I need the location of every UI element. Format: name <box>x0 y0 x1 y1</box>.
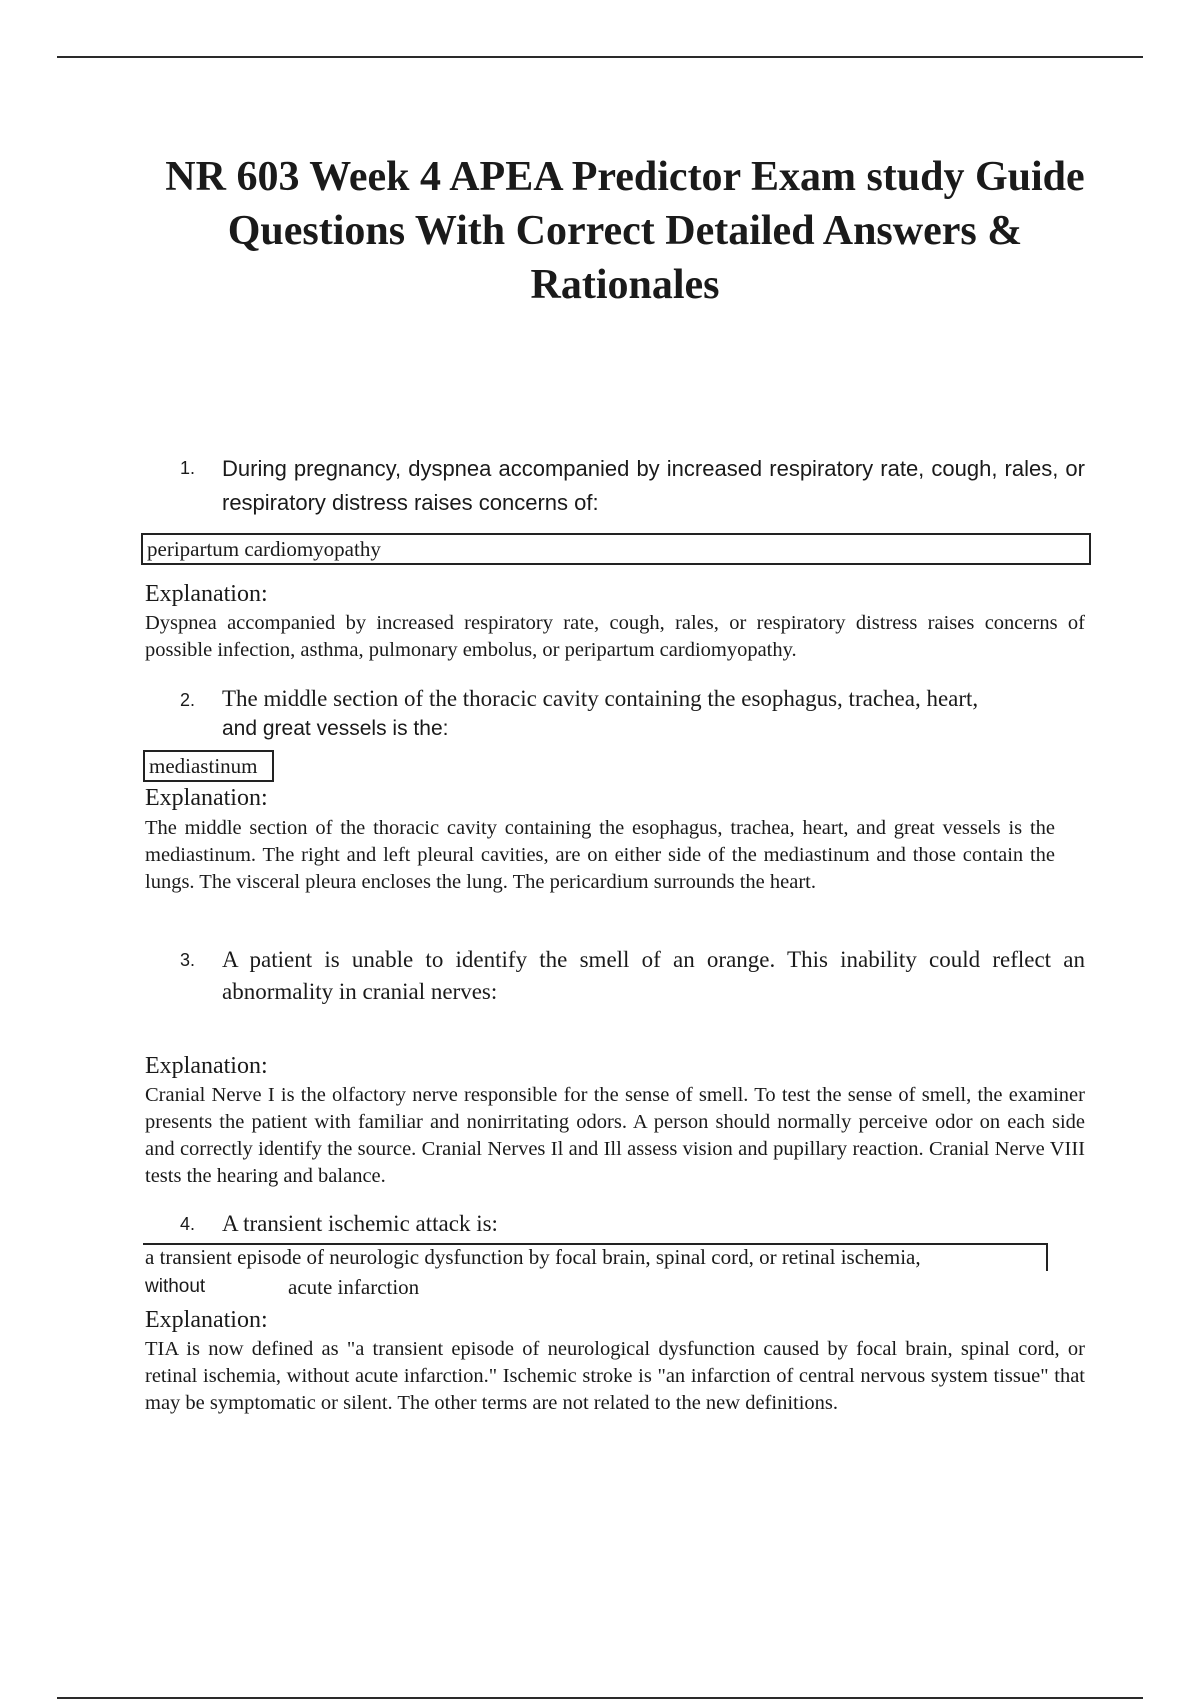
header-rule <box>57 56 1143 58</box>
explanation-label: Explanation: <box>145 581 268 607</box>
question-text: During pregnancy, dyspnea accompanied by increased respiratory rate, cough, rales, or respiratory distress raises concerns of: <box>222 456 1085 515</box>
answer-text-word1: without <box>145 1276 206 1297</box>
question-text-line1: The middle section of the thoracic cavity containing the esophagus, trachea, heart, <box>222 686 979 711</box>
footer-rule <box>57 1697 1143 1699</box>
answer-box <box>141 533 1091 565</box>
question-2 <box>180 684 1085 744</box>
question-text: A patient is unable to identify the smell of an orange. This inability could reflect an abnormality in cranial nerves: <box>222 947 1085 1004</box>
question-4 <box>180 1208 1085 1240</box>
explanation-label: Explanation: <box>145 1053 268 1079</box>
question-1 <box>180 452 1085 520</box>
answer-text: peripartum cardiomyopathy <box>147 537 381 561</box>
question-number: 2. <box>180 690 196 710</box>
answer-text: mediastinum <box>149 754 258 778</box>
question-text-line2: and great vessels is the: <box>222 717 449 740</box>
explanation-label: Explanation: <box>145 1307 268 1333</box>
explanation-text: TIA is now defined as "a transient episode of neurological dysfunction caused by focal brain, spinal cord, or retinal ischemia, without acute infarction." Ischemic stroke is "an infarction of central nervous system tissue" that may be symptomatic or silent. The other terms are not related to the new definitions. <box>145 1338 1085 1414</box>
explanation-text: Cranial Nerve I is the olfactory nerve responsible for the sense of smell. To test the sense of smell, the examiner presents the patient with familiar and nonirritating odors. A person should normally perceive odor on each side and correctly identify the source. Cranial Nerves Il and Ill assess vision and pupillary reaction. Cranial Nerve VIII tests the hearing and balance. <box>145 1084 1085 1187</box>
document-title: NR 603 Week 4 APEA Predictor Exam study Guide Questions With Correct Detailed Answers & Rationales <box>165 154 1085 308</box>
explanation-text: The middle section of the thoracic cavity containing the esophagus, trachea, heart, and great vessels is the mediastinum. The right and left pleural cavities, are on either side of the mediastinum and those contain the lungs. The visceral pleura encloses the lung. The pericardium surrounds the heart. <box>145 817 1055 893</box>
answer-text-line1: a transient episode of neurologic dysfunction by focal brain, spinal cord, or retinal ischemia, <box>145 1245 921 1269</box>
question-number: 3. <box>180 950 196 970</box>
answer-box <box>143 750 274 782</box>
question-3 <box>180 944 1085 1008</box>
question-number: 4. <box>180 1214 196 1234</box>
explanation-text: Dyspnea accompanied by increased respiratory rate, cough, rales, or respiratory distress raises concerns of possible infection, asthma, pulmonary embolus, or peripartum cardiomyopathy. <box>145 612 1085 661</box>
question-number: 1. <box>180 458 196 478</box>
explanation-label: Explanation: <box>145 785 268 811</box>
question-text: A transient ischemic attack is: <box>222 1211 498 1236</box>
answer-text-word2: acute infarction <box>288 1275 420 1299</box>
